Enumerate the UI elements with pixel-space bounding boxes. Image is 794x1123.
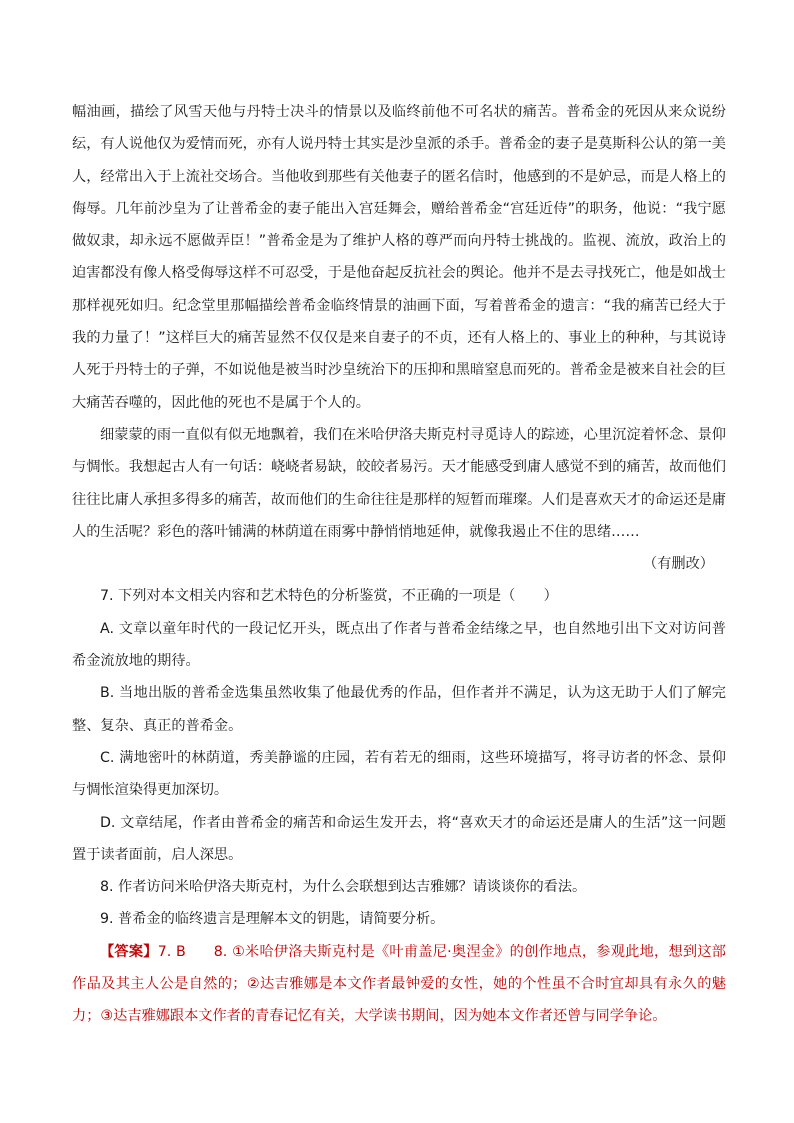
answer-8-point-1: 米哈伊洛夫斯克村是《叶甫盖尼·奥涅金》的创作地点，参观此地，想到这部作品及其主人公是自然的； — [72, 943, 726, 993]
answer-8-num-1: ① — [232, 943, 246, 960]
answer-8-num-2: ② — [246, 976, 260, 993]
question-7-option-c: C. 满地密叶的林荫道，秀美静谧的庄园，若有若无的细雨，这些环境描写，将寻访者的怀念、景仰与惆怅渲染得更加深切。 — [72, 749, 726, 799]
question-9: 9. 普希金的临终遗言是理解本文的钥匙，请简要分析。 — [100, 911, 445, 928]
question-7-option-a: A. 文章以童年时代的一段记忆开头，既点出了作者与普希金结缘之早，也自然地引出下文对访问普希金流放地的期待。 — [72, 620, 726, 670]
answer-8-point-2: 达吉雅娜是本文作者最钟爱的女性，她的个性虽不合时宜却具有永久的魅力； — [72, 976, 726, 1025]
answer-8-label: 8. — [213, 943, 233, 960]
source-note: （有删改） — [643, 556, 714, 573]
document-body — [72, 96, 726, 1033]
passage-paragraph-1: 幅油画，描绘了风雪天他与丹特士决斗的情景以及临终前他不可名状的痛苦。普希金的死因从来众说纷纭，有人说他仅为爱情而死，亦有人说丹特士其实是沙皇派的杀手。普希金的妻子是莫斯科公认的第一美人，经常出入于上流社交场合。当他收到那些有关他妻子的匿名信时，他感到的不是妒忌，而是人格上的侮辱。几年前沙皇为了让普希金的妻子能出入宫廷舞会，赠给普希金“宫廷近侍”的职务，他说：“我宁愿做奴隶，却永远不愿做弄臣！”普希金是为了维护人格的尊严而向丹特士挑战的。监视、流放，政治上的迫害都没有像人格受侮辱这样不可忍受，于是他奋起反抗社会的舆论。他并不是去寻找死亡，他是如战士那样视死如归。纪念堂里那幅描绘普希金临终情景的油画下面，写着普希金的遗言：“我的痛苦已经大于我的力量了！”这样巨大的痛苦显然不仅仅是来自妻子的不贞，还有人格上的、事业上的种种，与其说诗人死于丹特士的子弹，不如说他是被当时沙皇统治下的压抑和黑暗窒息而死的。普希金是被来自社会的巨大痛苦吞噬的，因此他的死也不是属于个人的。 — [72, 104, 726, 411]
answer-tag: 【答案】 — [100, 943, 158, 960]
question-7: 7. 下列对本文相关内容和艺术特色的分析鉴赏，不正确的一项是（ ） — [100, 588, 558, 605]
question-7-option-b: B. 当地出版的普希金选集虽然收集了他最优秀的作品，但作者并不满足，认为这无助于人们了解完整、复杂、真正的普希金。 — [72, 685, 726, 734]
passage-paragraph-2: 细蒙蒙的雨一直似有似无地飘着，我们在米哈伊洛夫斯克村寻觅诗人的踪迹，心里沉淀着怀念、景仰与惆怅。我想起古人有一句话：峣峣者易缺，皎皎者易污。天才能感受到庸人感觉不到的痛苦，故而他们往往比庸人承担多得多的痛苦，故而他们的生命往往是那样的短暂而璀璨。人们是喜欢天才的命运还是庸人的生活呢？彩色的落叶铺满的林荫道在雨雾中静悄悄地延伸，就像我遏止不住的思绪…… — [72, 426, 726, 540]
answer-8-num-3: ③ — [100, 1008, 114, 1025]
answer-7: 7. B — [157, 943, 186, 960]
answer-8-point-3: 达吉雅娜跟本文作者的青春记忆有关，大学读书期间，因为她本文作者还曾与同学争论。 — [113, 1008, 667, 1025]
answer-block — [72, 936, 726, 1033]
question-7-option-d: D. 文章结尾，作者由普希金的痛苦和命运生发开去，将“喜欢天才的命运还是庸人的生活”这一问题置于读者面前，启人深思。 — [72, 814, 726, 863]
question-8: 8. 作者访问米哈伊洛夫斯克村，为什么会联想到达吉雅娜？请谈谈你的看法。 — [100, 879, 587, 896]
